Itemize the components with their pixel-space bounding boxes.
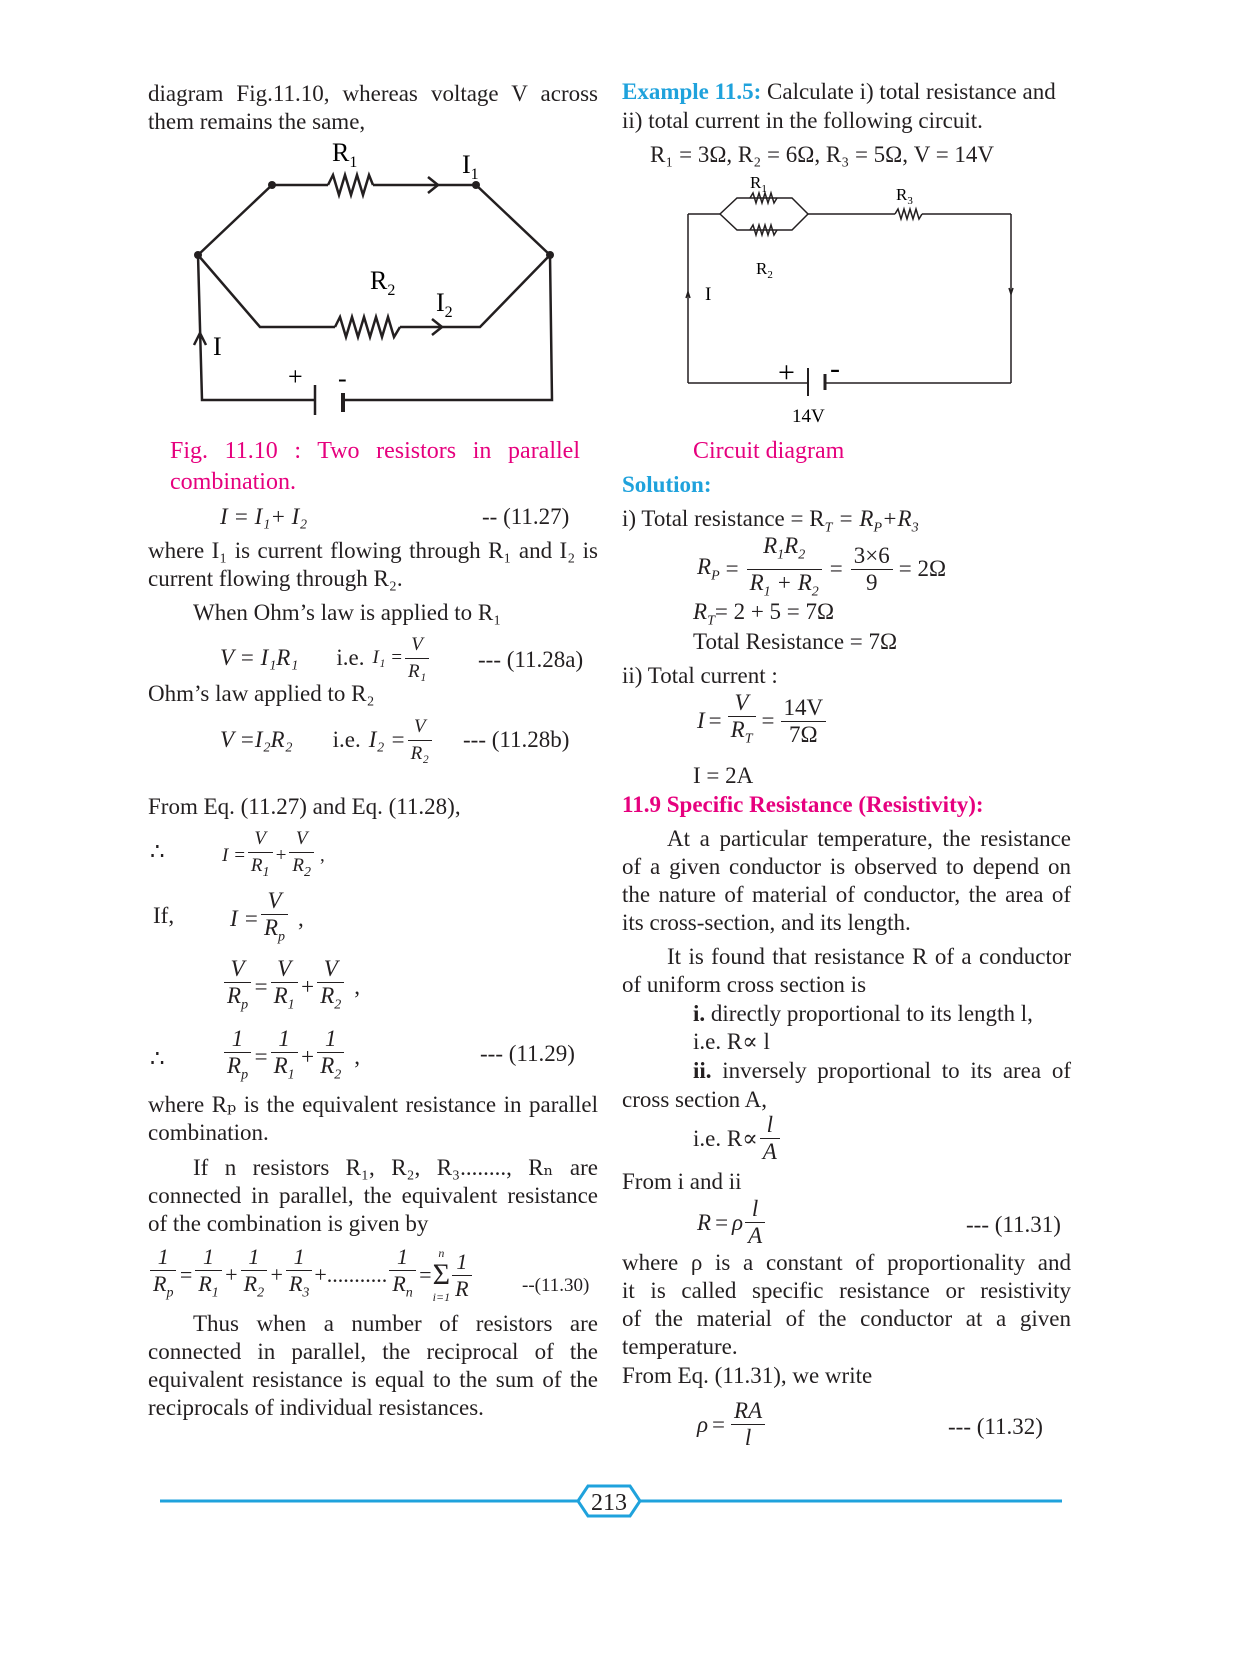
where-rho-line-1: where ρ is a constant of proportionality and [622,1250,1071,1275]
example-label: Example 11.5: [622,79,762,104]
parallel-resistors-figure [180,135,580,415]
eq-11-29: $\frac{1}{R_p}$ = $\frac{1}{R_1}$ + $\frac{1}{R_2}$ , [222,1026,360,1089]
thus-line-4: reciprocals of individual resistances. [148,1395,484,1420]
from-eq-text: From Eq. (11.27) and Eq. (11.28), [148,794,461,819]
eq-i-sum: I = $\frac{V}{R_1}$ + $\frac{V}{R_2}$ , [222,828,325,880]
where-rp-line-1: where Rₚ is the equivalent resistance in parallel [148,1092,598,1117]
therefore-symbol-2: ∴ [150,1046,165,1071]
item-2: ii. inversely proportional to its area of [693,1058,1071,1083]
minus-terminal: - [338,364,347,393]
current-result: I = 2A [693,763,754,788]
total-resistance-value: Total Resistance = 7Ω [693,629,898,654]
para1-line-3: the nature of material of conductor, the area of [622,882,1071,907]
r1-label: $R_1$ [750,173,767,195]
minus-terminal: - [830,352,840,385]
circuit-caption: Circuit diagram [693,438,845,464]
item-2-ie: i.e. R∝ $\frac{l}{A}$ [693,1112,782,1165]
where-rho-line-3: of the material of the conductor at a given [622,1306,1071,1331]
i1-label: $I_1$ [462,150,479,183]
i2-label: $I_2$ [436,288,453,321]
therefore-symbol-1: ∴ [150,839,165,864]
given-values: R₁ = 3Ω, R₂ = 6Ω, R₃ = 5Ω, V = 14V [650,142,995,167]
ohm-r1-text: When Ohm’s law is applied to R₁ [193,600,502,625]
eq-i-rp: I = $\frac{V}{R_p}$ , [230,888,304,945]
eq-11-31: R = ρ $\frac{l}{A}$ [697,1196,767,1249]
page-footer [160,1484,1062,1520]
thus-line-3: equivalent resistance is equal to the sum of the [148,1367,598,1392]
r2-label: $R_2$ [756,259,773,281]
eq-11-28b: V =I₂R₂ i.e. I₂ = $\frac{V}{\text{R₂}}$ [220,712,434,768]
fig-caption-line-1: Fig. 11.10 : Two resistors in parallel [170,438,580,464]
thus-line-2: connected in parallel, the reciprocal of the [148,1339,598,1364]
r3-label: $R_3$ [896,185,913,207]
total-current-label: ii) Total current : [622,663,778,688]
eq-11-28a-tag: --- (11.28a) [478,647,584,672]
from-i-and-ii: From i and ii [622,1169,742,1194]
from-eq-11-31: From Eq. (11.31), we write [622,1363,873,1388]
page-number: 213 [591,1490,627,1516]
eq-11-29-tag: --- (11.29) [480,1041,575,1066]
eq-11-28b-tag: --- (11.28b) [463,727,570,752]
para2-line-2: of uniform cross section is [622,972,867,997]
eq-11-27: I = I₁+ I₂ [220,504,308,529]
item-1-ie: i.e. R∝ l [693,1029,770,1054]
item-2-cont: cross section A, [622,1087,768,1112]
where-i1-line-2: current flowing through R₂. [148,566,403,591]
rt-line: $R_T= 2 + 5 = 7\Omega$ [693,599,835,629]
section-heading: 11.9 Specific Resistance (Resistivity): [622,792,984,817]
plus-terminal: + [288,362,303,391]
eq-v-rp: $\frac{V}{R_p}$ = $\frac{V}{R_1}$ + $\frac{V}{R_2}$ , [222,956,360,1019]
n-resistors-line-1: If n resistors R₁, R₂, R₃........, Rₙ are [193,1155,598,1180]
i-label: I [213,332,222,361]
current-label: I [705,284,712,305]
r1-label: $R_1$ [332,138,358,171]
n-resistors-line-2: connected in parallel, the equivalent resistance [148,1183,598,1208]
eq-11-32-tag: --- (11.32) [948,1414,1043,1439]
eq-11-32: ρ = $\frac{RA}{l}$ [697,1398,767,1451]
eq-11-30-tag: --(11.30) [522,1275,590,1296]
where-rho-line-4: temperature. [622,1334,738,1359]
para2-line-1: It is found that resistance R of a conductor [667,944,1071,969]
total-resistance-line: i) Total resistance = $R_T = R_P+R_3$ [622,506,919,536]
intro-line-2: them remains the same, [148,109,366,134]
r2-label: $R_2$ [370,266,396,299]
para1-line-2: of a given conductor is observed to depend on [622,854,1071,879]
ohm-r2-text: Ohm’s law applied to R₂ [148,681,375,706]
example-heading: Example 11.5: Calculate i) total resistance and [622,79,1056,104]
example-circuit-diagram [680,168,1025,430]
eq-total-current: I = $\frac{V}{R_T}$ = $\frac{14V}{7\Omega}$ [697,690,828,753]
eq-11-27-tag: -- (11.27) [482,504,570,529]
voltage-label: 14V [792,406,825,427]
item-1: i. directly proportional to its length l, [693,1001,1033,1026]
eq-11-30: $\frac{1}{R_p}$ = $\frac{1}{R_1}$ + $\frac{1}{R_2}$ + $\frac{1}{R_3}$ +........... $\frac{1}{R_n}$ = n Σ i=1 $\frac{1}{R}$ [148,1244,474,1306]
intro-line-1: diagram Fig.11.10, whereas voltage V across [148,81,598,106]
plus-terminal: + [778,356,795,389]
where-rho-line-2: it is called specific resistance or resistivity [622,1278,1071,1303]
eq-rp: $R_P$ = $\frac{R_1R_2}{R_1 + R_2}$ = $\frac{3\times 6}{9}$ = 2Ω [697,533,947,600]
eq-11-28a: V = I₁R₁ i.e. I₁ = $\frac{V}{\text{R₁}}$ [220,630,431,686]
para1-line-1: At a particular temperature, the resistance [667,826,1071,851]
solution-heading: Solution: [622,472,712,497]
where-rp-line-2: combination. [148,1120,269,1145]
fig-caption-line-2: combination. [170,469,296,495]
thus-line-1: Thus when a number of resistors are [193,1311,598,1336]
example-line-2: ii) total current in the following circuit. [622,108,983,133]
n-resistors-line-3: of the combination is given by [148,1211,429,1236]
para1-line-4: its cross-section, and its length. [622,910,911,935]
if-label: If, [153,903,175,928]
where-i1-line-1: where I₁ is current flowing through R₁ and I₂ is [148,538,598,563]
eq-11-31-tag: --- (11.31) [966,1212,1061,1237]
